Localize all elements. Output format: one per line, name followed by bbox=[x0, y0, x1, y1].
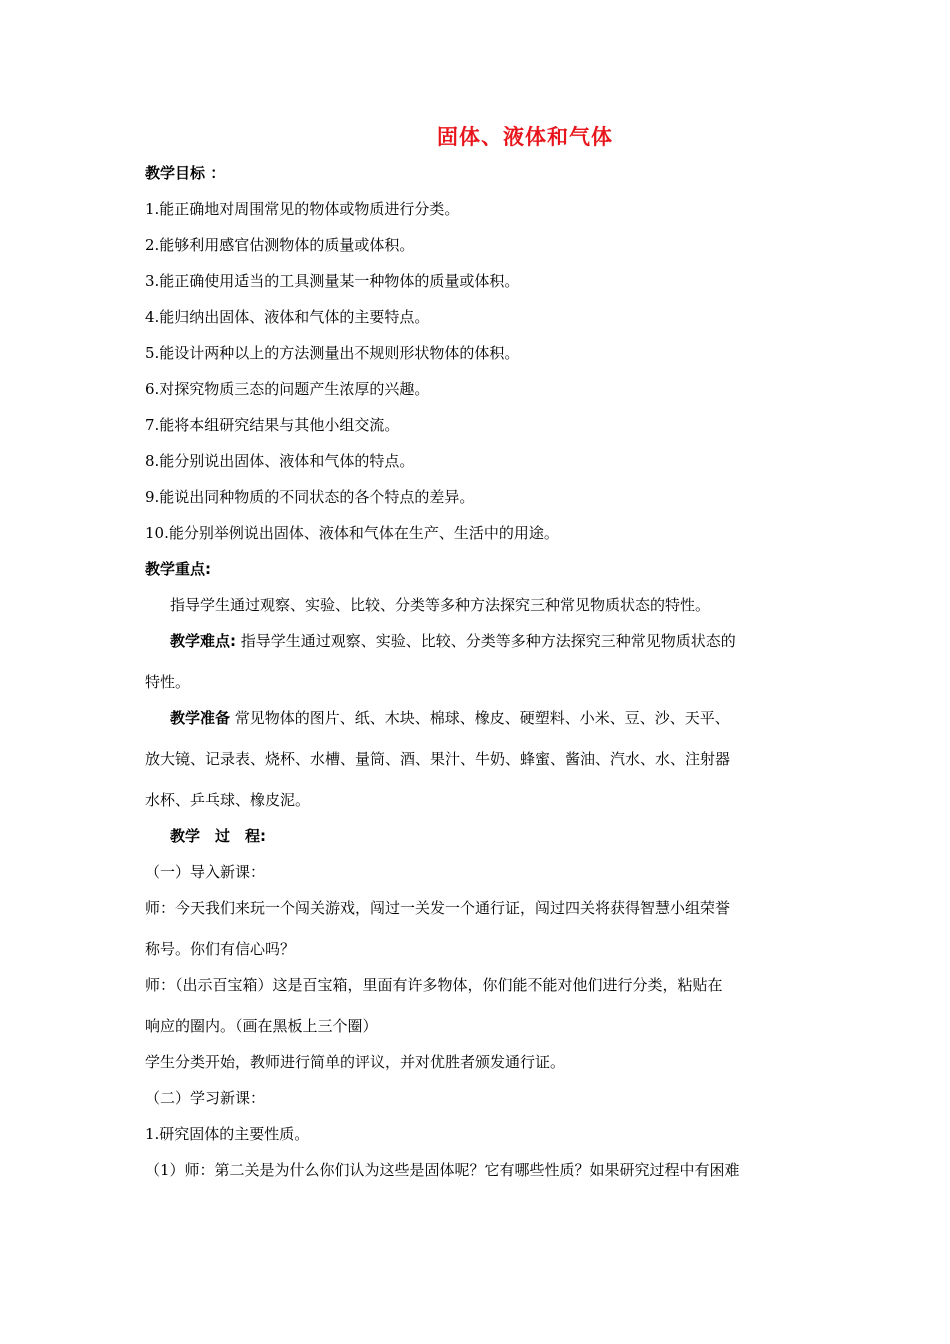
preparation-text-cont: 水杯、乒乓球、橡皮泥。 bbox=[145, 791, 311, 809]
section1-paragraph: 师：（出示百宝箱）这是百宝箱，里面有许多物体，你们能不能对他们进行分类，粘贴在 bbox=[145, 976, 723, 994]
preparation-text-cont: 放大镜、记录表、烧杯、水槽、量筒、酒、果汁、牛奶、蜂蜜、酱油、汽水、水、注射器 bbox=[145, 750, 731, 768]
section1-heading: （一）导入新课： bbox=[145, 863, 266, 881]
objective-item: 10.能分别举例说出固体、液体和气体在生产、生活中的用途。 bbox=[145, 524, 559, 542]
difficulties-label: 教学难点: bbox=[170, 632, 236, 650]
objective-item: 5.能设计两种以上的方法测量出不规则形状物体的体积。 bbox=[145, 344, 520, 362]
preparation-label: 教学准备 bbox=[170, 709, 231, 727]
section2-heading: （二）学习新课： bbox=[145, 1089, 266, 1107]
objective-item: 3.能正确使用适当的工具测量某一种物体的质量或体积。 bbox=[145, 272, 520, 290]
document-title: 固体、液体和气体 bbox=[437, 125, 613, 149]
difficulties-text-cont: 特性。 bbox=[145, 673, 191, 691]
section1-paragraph-cont: 称号。你们有信心吗？ bbox=[145, 940, 296, 958]
objective-item: 1.能正确地对周围常见的物体或物质进行分类。 bbox=[145, 200, 460, 218]
section2-subitem: （1）师：第二关是为什么你们认为这些是固体呢？它有哪些性质？如果研究过程中有困难 bbox=[145, 1161, 740, 1179]
objective-item: 7.能将本组研究结果与其他小组交流。 bbox=[145, 416, 400, 434]
section1-paragraph: 师：今天我们来玩一个闯关游戏，闯过一关发一个通行证，闯过四关将获得智慧小组荣誉 bbox=[145, 899, 731, 917]
preparation-text: 常见物体的图片、纸、木块、棉球、橡皮、硬塑料、小米、豆、沙、天平、 bbox=[234, 709, 730, 727]
objective-item: 9.能说出同种物质的不同状态的各个特点的差异。 bbox=[145, 488, 475, 506]
difficulties-line bbox=[170, 631, 810, 651]
objective-item: 8.能分别说出固体、液体和气体的特点。 bbox=[145, 452, 415, 470]
section2-item: 1.研究固体的主要性质。 bbox=[145, 1125, 310, 1143]
process-heading: 教学 过 程: bbox=[170, 827, 266, 845]
key-points-text: 指导学生通过观察、实验、比较、分类等多种方法探究三种常见物质状态的特性。 bbox=[170, 596, 711, 614]
objective-item: 6.对探究物质三态的问题产生浓厚的兴趣。 bbox=[145, 380, 430, 398]
objectives-heading: 教学目标 ： bbox=[145, 164, 226, 182]
section1-paragraph: 学生分类开始，教师进行简单的评议，并对优胜者颁发通行证。 bbox=[145, 1053, 566, 1071]
objective-item: 2.能够利用感官估测物体的质量或体积。 bbox=[145, 236, 415, 254]
key-points-heading: 教学重点: bbox=[145, 560, 211, 578]
difficulties-text: 指导学生通过观察、实验、比较、分类等多种方法探究三种常见物质状态的 bbox=[240, 632, 736, 650]
objective-item: 4.能归纳出固体、液体和气体的主要特点。 bbox=[145, 308, 430, 326]
preparation-line bbox=[170, 708, 810, 728]
section1-paragraph-cont: 响应的圈内。（画在黑板上三个圈） bbox=[145, 1017, 378, 1035]
